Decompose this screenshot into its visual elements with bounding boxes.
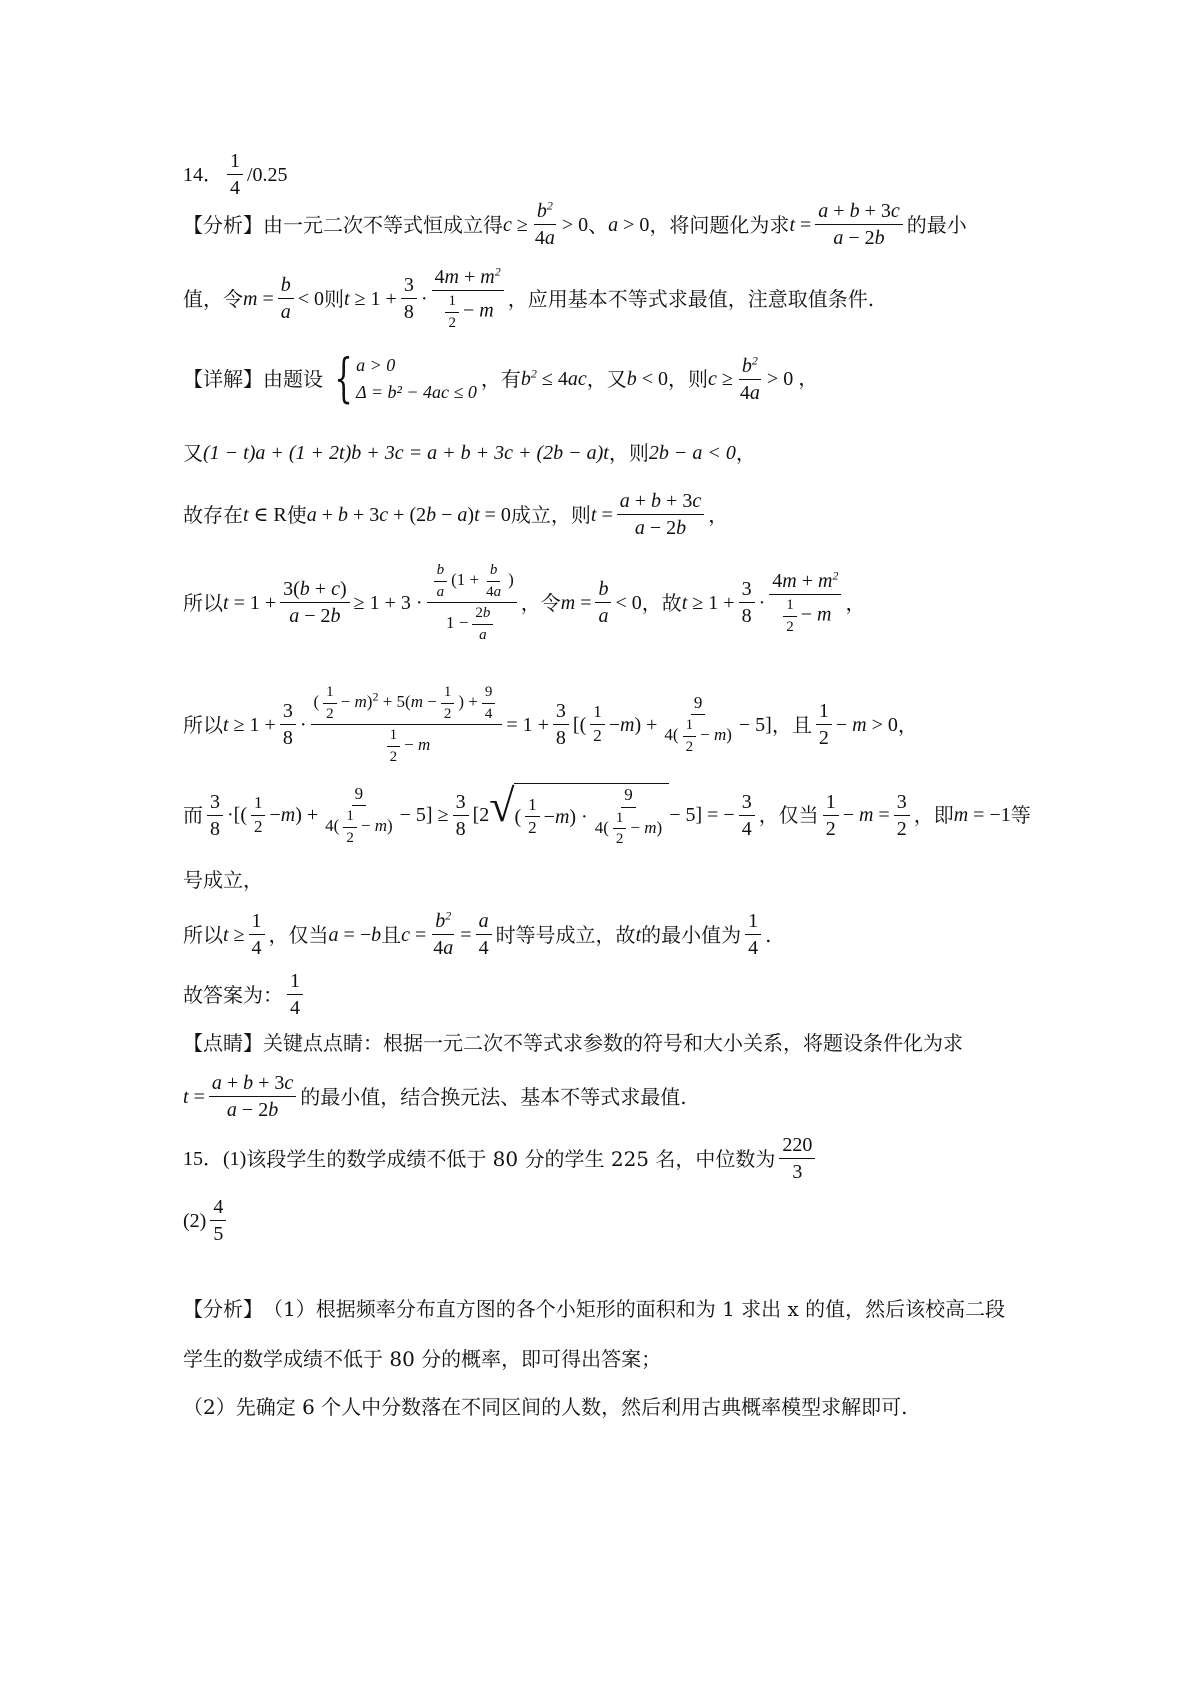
detail-text: 又 [183, 441, 203, 465]
fraction-m-expression: $4m + m^2$ $\frac{1}{2}$ − m [432, 266, 504, 331]
q14-comment-line1 [183, 1030, 1020, 1056]
detail-text: 而 [183, 803, 203, 828]
q15-answer-line2 [183, 1196, 1020, 1245]
fraction-one-quarter: $\frac{1}{4}$ [227, 150, 243, 199]
q14-analysis-line2: 值，令 m = $\frac{b}{a}$ < 0 则 t ≥ 1 + $\frac{3}{8}$ · $4m + m^2$ $\frac{1}{2}$ − m ，应用基本不等式求最值，注意取值条件. [183, 264, 875, 331]
square-root: √ ( $\frac{1}{2}$ − m ) · 9 4( $\frac{1}{2}$ − m) [489, 783, 669, 848]
fraction-b-over-a: $\frac{b}{a}$ [278, 274, 294, 323]
q14-answer-decimal: /0.25 [247, 163, 288, 186]
q14-detail-line4: 所以 t = 1 + $\frac{3(b + c)}{a - 2b}$ ≥ 1 + 3 · $\frac{b}{a}$ (1 + $\frac{b}{4a}$ ) 1 − $\frac{2b}{a}$ ，令 m = $\frac{b}{a}$ < 0 ，故 t ≥ 1 + $\frac{3}{8}$ · $4m + m^2$ $\frac{1}{2}$ − m ， [183, 562, 866, 643]
detail-text: ，即 [913, 803, 954, 828]
detail-text: ，则 [608, 441, 649, 465]
fraction-t-expression: $\frac{a + b + 3c}{a - 2b}$ [815, 200, 902, 249]
q14-detail-line7 [183, 867, 1020, 893]
q15-analysis-line2 [183, 1346, 1020, 1372]
analysis-text: 、 [588, 212, 609, 237]
q14-detail-line2 [183, 440, 1020, 466]
detail-text: ， [735, 441, 756, 465]
q14-detail-line3: 故存在 t ∈ R 使 a + b + 3 c + (2 b − a ) t = 0 成立，则 t = $\frac{a + b + 3c}{a - 2b}$ ， [183, 490, 729, 539]
detail-text: 的最小值为 [641, 922, 742, 947]
equation: (1 − t)a + (1 + 2t)b + 3c = a + b + 3c + (2b − a)t [203, 442, 609, 464]
q15-analysis-line1 [183, 1296, 1020, 1322]
analysis-text: （1）根据频率分布直方图的各个小矩形的面积和为 1 求出 x 的值，然后该校高二段 [263, 1297, 1006, 1321]
comment-text: 的最小值，结合换元法、基本不等式求最值. [300, 1084, 687, 1109]
fraction-4-5: $\frac{4}{5}$ [210, 1196, 226, 1245]
q15-label: 15． [183, 1147, 223, 1170]
detail-text: 故答案为： [183, 982, 283, 1007]
detail-text: 所以 [183, 712, 223, 737]
q14-detail-line1: 【详解】 由题设 { a > 0 Δ = b² − 4ac ≤ 0 ，有 $b^2$ ≤ 4 ac ，又 b < 0 ，则 c ≥ $\frac{b^2}{4a}$ > 0 ， [183, 349, 819, 409]
q15-analysis-line3 [183, 1394, 1020, 1420]
detail-text: . [765, 922, 772, 947]
fraction-3-8: $\frac{3}{8}$ [401, 274, 417, 323]
detail-text: ， [845, 590, 866, 615]
compound-fraction: $\frac{b}{a}$ (1 + $\frac{b}{4a}$ ) 1 − $\frac{2b}{a}$ [427, 562, 517, 643]
q14-detail-line5: 所以 t ≥ 1 + $\frac{3}{8}$ · ( $\frac{1}{2}$ − m)$^2$ + 5(m − $\frac{1}{2}$ ) + $\frac{9}{4}$ $\frac{1}{2}$ − m = 1 + $\frac{3}{8}$ [( $\frac{1}{2}$ − m ) + 9 4( $\frac{1}{2}$ − m) − 5] ，且 $\frac{1}{2}$ − m > 0 ， [183, 684, 918, 765]
inequality-system: { a > 0 Δ = b² − 4ac ≤ 0 [334, 349, 477, 409]
detail-text: 所以 [183, 590, 223, 615]
detail-text: ， [708, 502, 729, 527]
detail-tag: 【详解】 [183, 367, 263, 391]
comment-text: 关键点点睛：根据一元二次不等式求参数的符号和大小关系，将题设条件化为求 [263, 1031, 963, 1055]
analysis-text: （2）先确定 6 个人中分数落在不同区间的人数，然后利用古典概率模型求解即可. [183, 1395, 908, 1419]
analysis-text: 则 [324, 286, 345, 311]
detail-text: ，故 [641, 590, 682, 615]
comment-tag: 【点睛】 [183, 1031, 263, 1055]
detail-text: ，有 [480, 367, 521, 391]
q14-answer-line [183, 150, 1020, 199]
q14-answer-statement: 故答案为： $\frac{1}{4}$ [183, 970, 1020, 1019]
analysis-text: 学生的数学成绩不低于 80 分的概率，即可得出答案； [183, 1347, 662, 1371]
detail-text: ，则 [668, 367, 709, 391]
part-label: (2) [183, 1209, 207, 1232]
detail-text: 由题设 [263, 367, 323, 391]
part-label: (1) [223, 1147, 247, 1170]
analysis-tag: 【分析】 [183, 212, 263, 237]
detail-text: 等 [1010, 803, 1031, 828]
detail-text: ，又 [586, 367, 627, 391]
equation: 2b − a < 0 [648, 442, 736, 464]
analysis-text: 的最小 [906, 212, 967, 237]
analysis-text: ，应用基本不等式求最值，注意取值条件. [507, 286, 875, 311]
fraction-220-3: $\frac{220}{3}$ [779, 1134, 815, 1183]
analysis-text: 由一元二次不等式恒成立得 [263, 212, 503, 237]
detail-text: 且 [381, 922, 402, 947]
detail-text: ，仅当 [268, 922, 329, 947]
q15-answer-line1 [183, 1134, 1020, 1183]
detail-text: 号成立， [183, 868, 263, 892]
analysis-tag: 【分析】 [183, 1297, 263, 1321]
fraction-b2-over-4a: $\frac{b^2}{4a}$ [534, 198, 555, 249]
system-row: Δ = b² − 4ac ≤ 0 [356, 382, 477, 402]
detail-text: 成立，则 [510, 502, 591, 527]
detail-text: ， [897, 712, 918, 737]
analysis-text: 值，令 [183, 286, 243, 311]
answer-text: 该段学生的数学成绩不低于 80 分的学生 225 名，中位数为 [246, 1146, 776, 1171]
q14-detail-line6: 而 $\frac{3}{8}$ ·[( $\frac{1}{2}$ − m ) + 9 4( $\frac{1}{2}$ − m) − 5] ≥ $\frac{3}{8}$ [2 √ ( $\frac{1}{2}$ − m ) · 9 4( $\frac{1}{2}$ − m) − 5] = − $\frac{3}{4}$ ，仅当 $\frac{1}{2}$ − m = $\frac{3}{2}$ ，即 m = −1 等 [183, 780, 1031, 848]
detail-text: 时等号成立，故 [495, 922, 636, 947]
q14-comment-line2: t = $\frac{a + b + 3c}{a - 2b}$ 的最小值，结合换元法、基本不等式求最值. [183, 1072, 687, 1121]
detail-text: ，且 [771, 712, 812, 737]
q14-analysis-line1: 【分析】 由一元二次不等式恒成立得 c ≥ $\frac{b^2}{4a}$ > 0 、 a > 0 ，将问题化为求 t = $\frac{a + b + 3c}{a - 2b}$ 的最小 [183, 198, 967, 249]
detail-text: 故存在 [183, 502, 243, 527]
detail-text: 使 [286, 502, 307, 527]
q14-detail-line8: 所以 t ≥ $\frac{1}{4}$ ，仅当 a = − b 且 c = $\frac{b^2}{4a}$ = $\frac{a}{4}$ 时等号成立，故 t 的最小值为 $\frac{1}{4}$ . [183, 908, 772, 959]
detail-text: ，令 [520, 590, 561, 615]
detail-text: 所以 [183, 922, 223, 947]
detail-text: ，仅当 [758, 803, 819, 828]
q14-label: 14． [183, 163, 223, 186]
system-row: a > 0 [356, 355, 396, 375]
analysis-text: ，将问题化为求 [649, 212, 790, 237]
